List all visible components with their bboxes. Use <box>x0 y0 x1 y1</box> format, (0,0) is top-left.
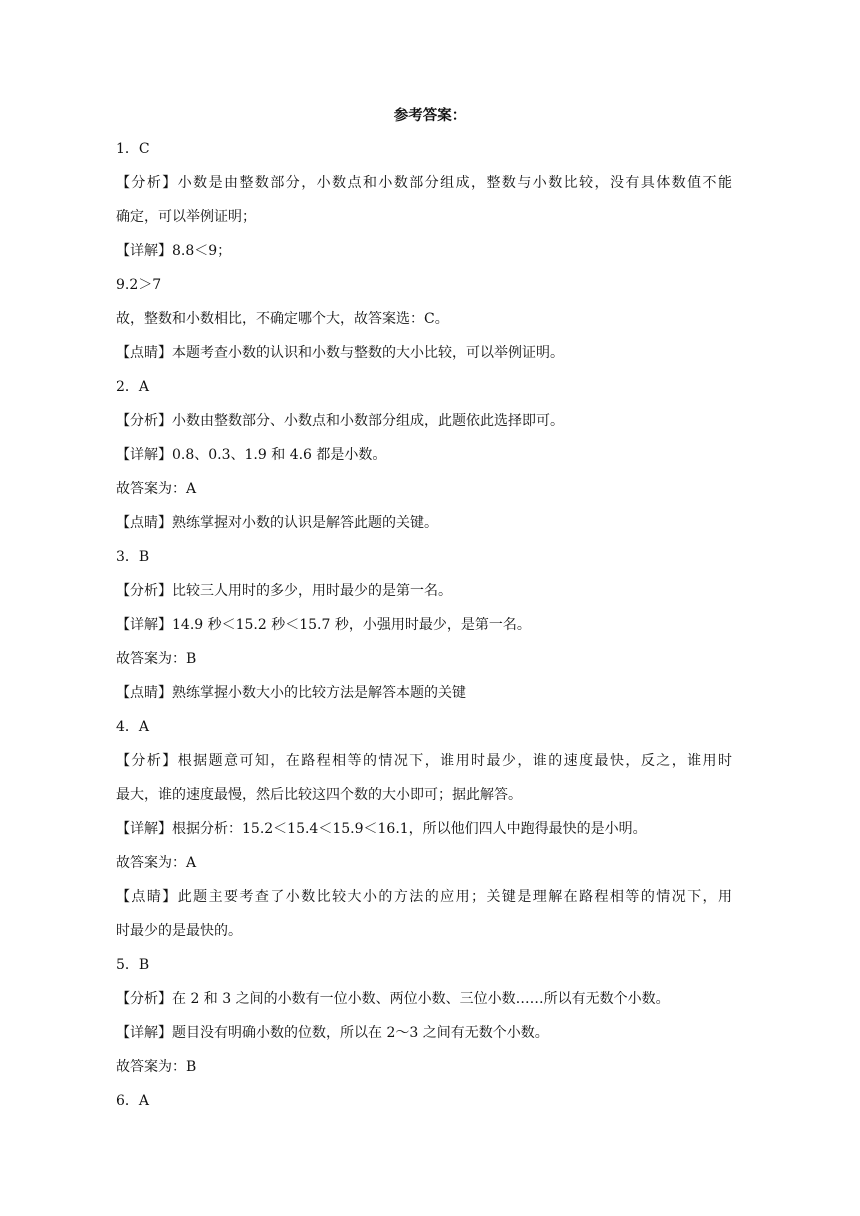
answer-line: 【详解】题目没有明确小数的位数，所以在 2～3 之间有无数个小数。 <box>116 1025 549 1041</box>
answer-line: 【分析】小数是由整数部分，小数点和小数部分组成，整数与小数比较，没有具体数值不能 <box>116 175 732 191</box>
answer-content <box>116 132 732 1118</box>
answer-line: 4．A <box>116 719 150 735</box>
answer-line: 6．A <box>116 1093 150 1109</box>
answer-line: 时最少的是最快的。 <box>116 923 242 939</box>
answer-line: 故答案为：A <box>116 481 197 497</box>
page-title: 参考答案： <box>393 108 467 124</box>
answer-line: 【点睛】本题考查小数的认识和小数与整数的大小比较，可以举例证明。 <box>116 345 564 361</box>
answer-line: 【分析】根据题意可知，在路程相等的情况下，谁用时最少，谁的速度最快，反之，谁用时 <box>116 753 732 769</box>
answer-line: 故答案为：B <box>116 651 197 667</box>
answer-line: 9.2＞7 <box>116 277 162 293</box>
answer-line: 【点睛】此题主要考查了小数比较大小的方法的应用；关键是理解在路程相等的情况下，用 <box>116 889 732 905</box>
answer-line: 2．A <box>116 379 150 395</box>
answer-line: 5．B <box>116 957 150 973</box>
answer-line: 故，整数和小数相比，不确定哪个大，故答案选：C。 <box>116 311 449 327</box>
answer-line: 【详解】0.8、0.3、1.9 和 4.6 都是小数。 <box>116 447 387 463</box>
answer-line: 1．C <box>116 141 150 157</box>
answer-line: 3．B <box>116 549 150 565</box>
answer-line: 【分析】比较三人用时的多少，用时最少的是第一名。 <box>116 583 452 599</box>
answer-line: 【点睛】熟练掌握对小数的认识是解答此题的关键。 <box>116 515 438 531</box>
answer-line: 最大，谁的速度最慢，然后比较这四个数的大小即可；据此解答。 <box>116 787 522 803</box>
answer-line: 【分析】在 2 和 3 之间的小数有一位小数、两位小数、三位小数……所以有无数个小数。 <box>116 991 670 1007</box>
answer-line: 故答案为：A <box>116 855 197 871</box>
answer-line: 【分析】小数由整数部分、小数点和小数部分组成，此题依此选择即可。 <box>116 413 564 429</box>
answer-line: 确定，可以举例证明； <box>116 209 256 225</box>
answer-line: 【详解】14.9 秒＜15.2 秒＜15.7 秒，小强用时最少，是第一名。 <box>116 617 531 633</box>
answer-line: 【详解】8.8＜9； <box>116 243 232 259</box>
answer-line: 故答案为：B <box>116 1059 197 1075</box>
answer-line: 【点睛】熟练掌握小数大小的比较方法是解答本题的关键 <box>116 685 466 701</box>
answer-line: 【详解】根据分析：15.2＜15.4＜15.9＜16.1，所以他们四人中跑得最快的是小明。 <box>116 821 647 837</box>
